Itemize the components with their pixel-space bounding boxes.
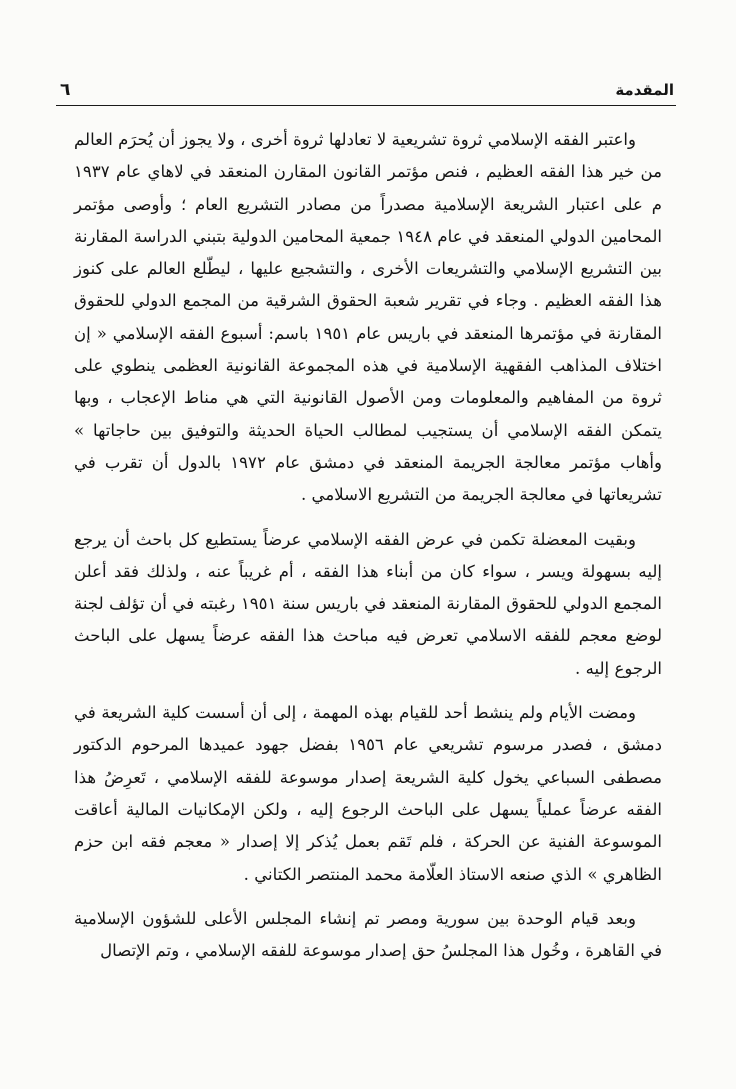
paragraph: واعتبر الفقه الإسلامي ثروة تشريعية لا تعادلها ثروة أخرى ، ولا يجوز أن يُحرَم العالم من خير هذا الفقه العظيم ، فنص مؤتمر القانون المقارن المنعقد في لاهاي عام ١٩٣٧ م على اعتبار الشريعة الإسلامية مصدراً من مصادر التشريع العام ؛ وأوصى مؤتمر المحامين الدولي المنعقد في عام ١٩٤٨ جمعية المحامين الدولية بتبني الدراسة المقارنة بين التشريع الإسلامي والتشريعات الأخرى ، والتشجيع عليها ، ليطّلع العالم على كنوز هذا الفقه العظيم . وجاء في تقرير شعبة الحقوق الشرقية من المجمع الدولي للحقوق المقارنة في مؤتمرها المنعقد في باريس عام ١٩٥١ باسم: أسبوع الفقه الإسلامي « إن اختلاف المذاهب الفقهية الإسلامية في هذه المجموعة القانونية العظمى ينطوي على ثروة من المفاهيم والمعلومات ومن الأصول القانونية التي هي مناط الإعجاب ، وبها يتمكن الفقه الإسلامي أن يستجيب لمطالب الحياة الحديثة والتوفيق بين حاجاتها » وأهاب مؤتمر معالجة الجريمة المنعقد في دمشق عام ١٩٧٢ بالدول أن تقرب في تشريعاتها في معالجة الجريمة من التشريع الاسلامي . [74, 130, 663, 505]
paragraph: وبعد قيام الوحدة بين سورية ومصر تم إنشاء المجلس الأعلى للشؤون الإسلامية في القاهرة ، وخُول هذا المجلسُ حق إصدار موسوعة للفقه الإسلامي ، وتم الإتصال [74, 908, 662, 961]
running-head [60, 78, 674, 102]
paragraph: ومضت الأيام ولم ينشط أحد للقيام بهذه المهمة ، إلى أن أسست كلية الشريعة في دمشق ، فصدر مرسوم تشريعي عام ١٩٥٦ بفضل جهود عميدها المرحوم الدكتور مصطفى السباعي يخول كلية الشريعة إصدار موسوعة للفقه الإسلامي ، تَعرِضُ هذا الفقه عرضاً عملياً يسهل على الباحث الرجوع إليه ، ولكن الإمكانيات المالية أعاقت الموسوعة الفنية عن الحركة ، فلم تَقم بعمل يُذكر إلا إصدار « معجم فقه ابن حزم الظاهري » الذي صنعه الاستاذ العلّامة محمد المنتصر الكتاني . [74, 703, 662, 884]
body-text [74, 124, 662, 967]
section-title: المقدمة [615, 81, 674, 99]
paragraph: وبقيت المعضلة تكمن في عرض الفقه الإسلامي عرضاً يستطيع كل باحث أن يرجع إليه بسهولة ويسر ، سواء كان من أبناء هذا الفقه ، أم غريباً عنه ، ولذلك فقد أعلن المجمع الدولي للحقوق المقارنة المنعقد في باريس سنة ١٩٥١ رغبته في أن تؤلف لجنة لوضع معجم للفقه الاسلامي تعرض فيه مباحث هذا الفقه عرضاً يسهل على الباحث الرجوع إليه . [74, 529, 662, 678]
header-divider [56, 105, 676, 106]
page-number: ٦ [60, 80, 71, 100]
